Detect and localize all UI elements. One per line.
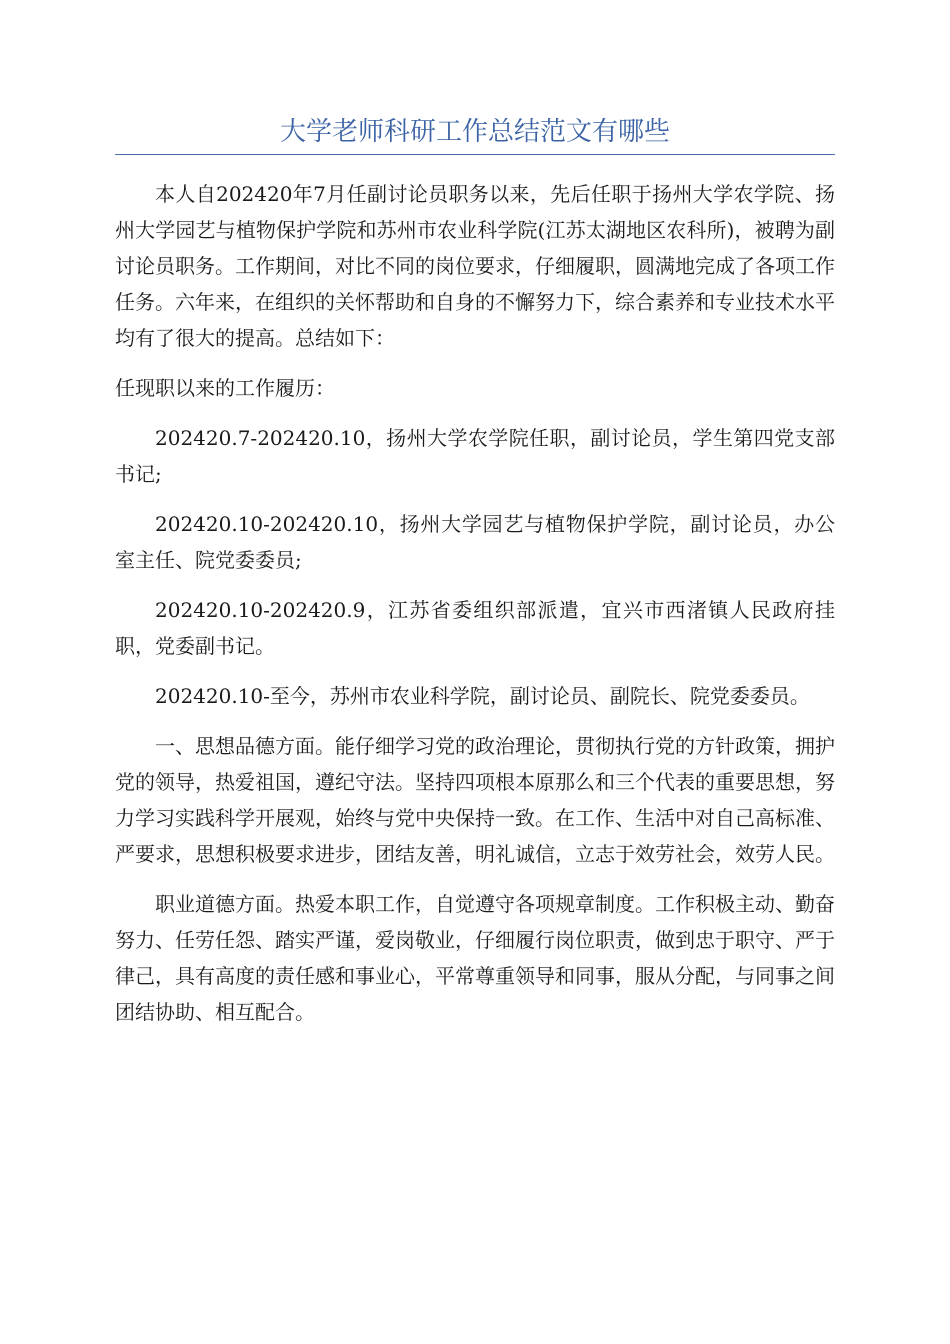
title-underline (115, 154, 835, 155)
title-block (115, 112, 835, 152)
document-title: 大学老师科研工作总结范文有哪些 (279, 117, 670, 147)
paragraph-history-item: 202420.10-202420.10，扬州大学园艺与植物保护学院，副讨论员，办公室主任、院党委委员; (115, 512, 835, 572)
paragraph-history-item: 202420.7-202420.10，扬州大学农学院任职，副讨论员，学生第四党支部书记; (115, 426, 835, 486)
paragraph-ethics: 职业道德方面。热爱本职工作，自觉遵守各项规章制度。工作积极主动、勤奋努力、任劳任怨、踏实严谨，爱岗敬业，仔细履行岗位职责，做到忠于职守、严于律己，具有高度的责任感和事业心，平常尊重领导和同事，服从分配，与同事之间团结协助、相互配合。 (115, 892, 835, 1024)
paragraph-history-heading: 任现职以来的工作履历： (115, 376, 335, 400)
document-body (115, 176, 835, 1044)
paragraph-intro: 本人自202420年7月任副讨论员职务以来，先后任职于扬州大学农学院、扬州大学园艺与植物保护学院和苏州市农业科学院(江苏太湖地区农科所)，被聘为副讨论员职务。工作期间，对比不同的岗位要求，仔细履职，圆满地完成了各项工作任务。六年来，在组织的关怀帮助和自身的不懈努力下，综合素养和专业技术水平均有了很大的提高。总结如下： (115, 182, 835, 350)
paragraph-history-item: 202420.10-至今，苏州市农业科学院，副讨论员、副院长、院党委委员。 (155, 684, 810, 708)
paragraph-ideology: 一、思想品德方面。能仔细学习党的政治理论，贯彻执行党的方针政策，拥护党的领导，热爱祖国，遵纪守法。坚持四项根本原那么和三个代表的重要思想，努力学习实践科学开展观，始终与党中央保持一致。在工作、生活中对自己高标准、严要求，思想积极要求进步，团结友善，明礼诚信，立志于效劳社会，效劳人民。 (115, 734, 835, 866)
paragraph-history-item: 202420.10-202420.9，江苏省委组织部派遣，宜兴市西渚镇人民政府挂职，党委副书记。 (115, 598, 835, 658)
